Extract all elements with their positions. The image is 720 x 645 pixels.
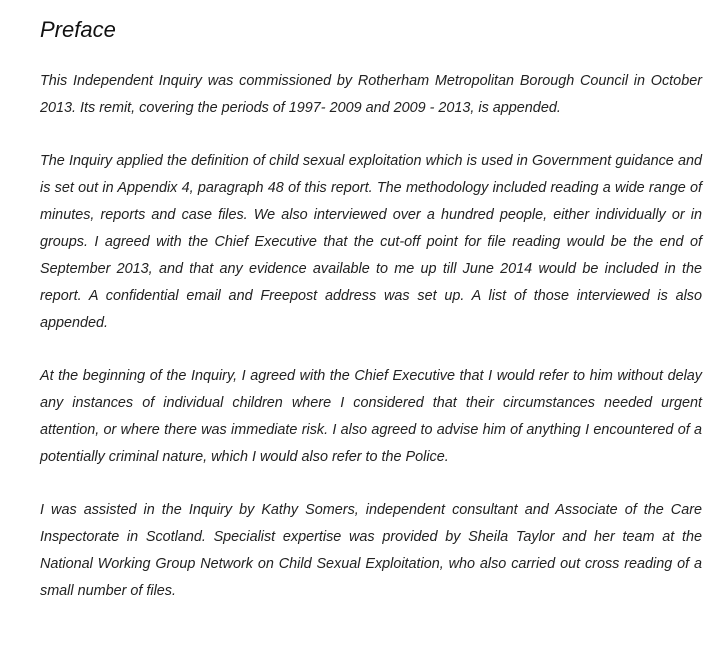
paragraph-assistance: I was assisted in the Inquiry by Kathy Somers, independent consultant and Associate of the Care Inspectorate in Scotland. Specialist expertise was provided by Sheila Taylor and her team at the National Working Group Network on Child Sexual Exploitation, who also carried out cross reading of a small number of files. xyxy=(40,502,702,599)
paragraph-referrals: At the beginning of the Inquiry, I agreed with the Chief Executive that I would refer to him without delay any instances of individual children where I considered that their circumstances needed urgent attention, or where there was immediate risk. I also agreed to advise him of anything I encountered of a potentially criminal nature, which I would also refer to the Police. xyxy=(40,368,702,465)
paragraph-methodology: The Inquiry applied the definition of child sexual exploitation which is used in Government guidance and is set out in Appendix 4, paragraph 48 of this report. The methodology included reading a wide range of minutes, reports and case files. We also interviewed over a hundred people, either individually or in groups. I agreed with the Chief Executive that the cut-off point for file reading would be the end of September 2013, and that any evidence available to me up till June 2014 would be included in the report. A confidential email and Freepost address was set up. A list of those interviewed is also appended. xyxy=(40,153,702,331)
page-title: Preface xyxy=(40,17,116,42)
paragraph-commission: This Independent Inquiry was commissioned by Rotherham Metropolitan Borough Council in October 2013. Its remit, covering the periods of 1997- 2009 and 2009 - 2013, is appended. xyxy=(40,73,702,116)
